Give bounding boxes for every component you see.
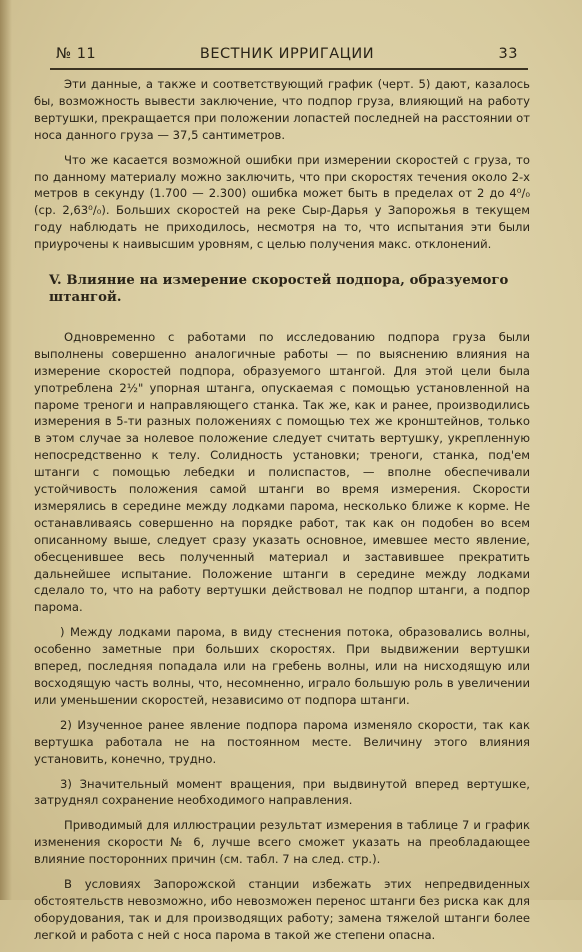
- article-body: [34, 76, 530, 952]
- paragraph-8: В условиях Запорожской станции избежать этих непредвиденных обстоятельств невозможно, ибо невозможен перенос штанги без риска как для оборудования, так и для производящих работу; замена тяжелой штанги более легкой и работа с ней с носа парома в такой же степени опасна.: [34, 877, 530, 942]
- paragraph-2: Что же касается возможной ошибки при измерении скоростей с груза, то по данному материалу можно заключить, что при скоростях течения около 2-х метров в секунду (1.700 — 2.300) ошибка может быть в пределах от 2 до 4⁰/₀ (ср. 2,63⁰/₀). Больших скоростей на реке Сыр-Дарья у Запорожья в текущем году наблюдать не приходилось, несмотря на то, что испытания эти были приурочены к наивысшим уровням, с целью получения макс. отклонений.: [34, 152, 530, 252]
- list-item-3: 3) Значительный момент вращения, при выдвинутой вперед вертушке, затруднял сохранение необходимого направления.: [34, 776, 530, 808]
- paragraph-1: Эти данные, а также и соответствующий график (черт. 5) дают, казалось бы, возможность вывести заключение, что подпор груза, влияющий на работу вертушки, прекращается при положении лопастей последней на расстоянии от носа данного груза — 37,5 сантиметров.: [34, 77, 530, 142]
- page-edge-shadow: [0, 0, 12, 900]
- list-item-1: ) Между лодками парома, в виду стеснения потока, образовались волны, особенно заметные при больших скоростях. При выдвижении вертушки вперед, последняя попадала или на гребень волны, или на нисходящую или восходящую часть волны, что, несомненно, играло большую роль в увеличении или уменьшении скоростей, независимо от подпора штанги.: [34, 625, 530, 707]
- header-rule: [50, 68, 528, 70]
- running-header: [56, 46, 518, 68]
- paragraph-3: Одновременно с работами по исследованию подпора груза были выполнены совершенно аналогичные работы — по выяснению влияния на измерение скоростей подпора, образуемого штангой. Для этой цели была употреблена 2½" упорная штанга, опускаемая с помощью установленной на пароме треноги и направляющего станка. Так же, как и ранее, производились измерения в 5-ти разных положениях с помощью тех же кронштейнов, только в этом случае за нолевое положение следует считать вертушку, укрепленную непосредственно к телу. Солидность установки; треноги, станка, под'ем штанги с помощью лебедки и полиспастов, — вполне обеспечивали устойчивость положения самой штанги во время измерения. Скорости измерялись в середине между лодками парома, несколько ближе к корме. Не останавливаясь совершенно на порядке работ, так как он подобен во всем описанному выше, следует сразу указать основное, имевшее место явление, обесценившее весь полученный материал и заставившее прекратить дальнейшее испытание. Положение штанги в середине между лодками сделало то, что на работу вертушки действовал не подпор штанги, а подпор парома.: [34, 329, 530, 615]
- page-number: 33: [498, 46, 518, 62]
- paragraph-7: Приводимый для иллюстрации результат измерения в таблице 7 и график изменения скорости № 6, лучше всего сможет указать на преобладающее влияние посторонних причин (см. табл. 7 на след. стр.).: [34, 818, 530, 867]
- issue-number: № 11: [56, 46, 97, 62]
- section-heading: V. Влияние на измерение скоростей подпора, образуемого штангой.: [49, 273, 509, 305]
- list-item-2: 2) Изученное ранее явление подпора парома изменяло скорости, так как вертушка работала не на постоянном месте. Величину этого влияния установить, конечно, трудно.: [34, 717, 530, 766]
- journal-title: ВЕСТНИК ИРРИГАЦИИ: [199, 46, 375, 62]
